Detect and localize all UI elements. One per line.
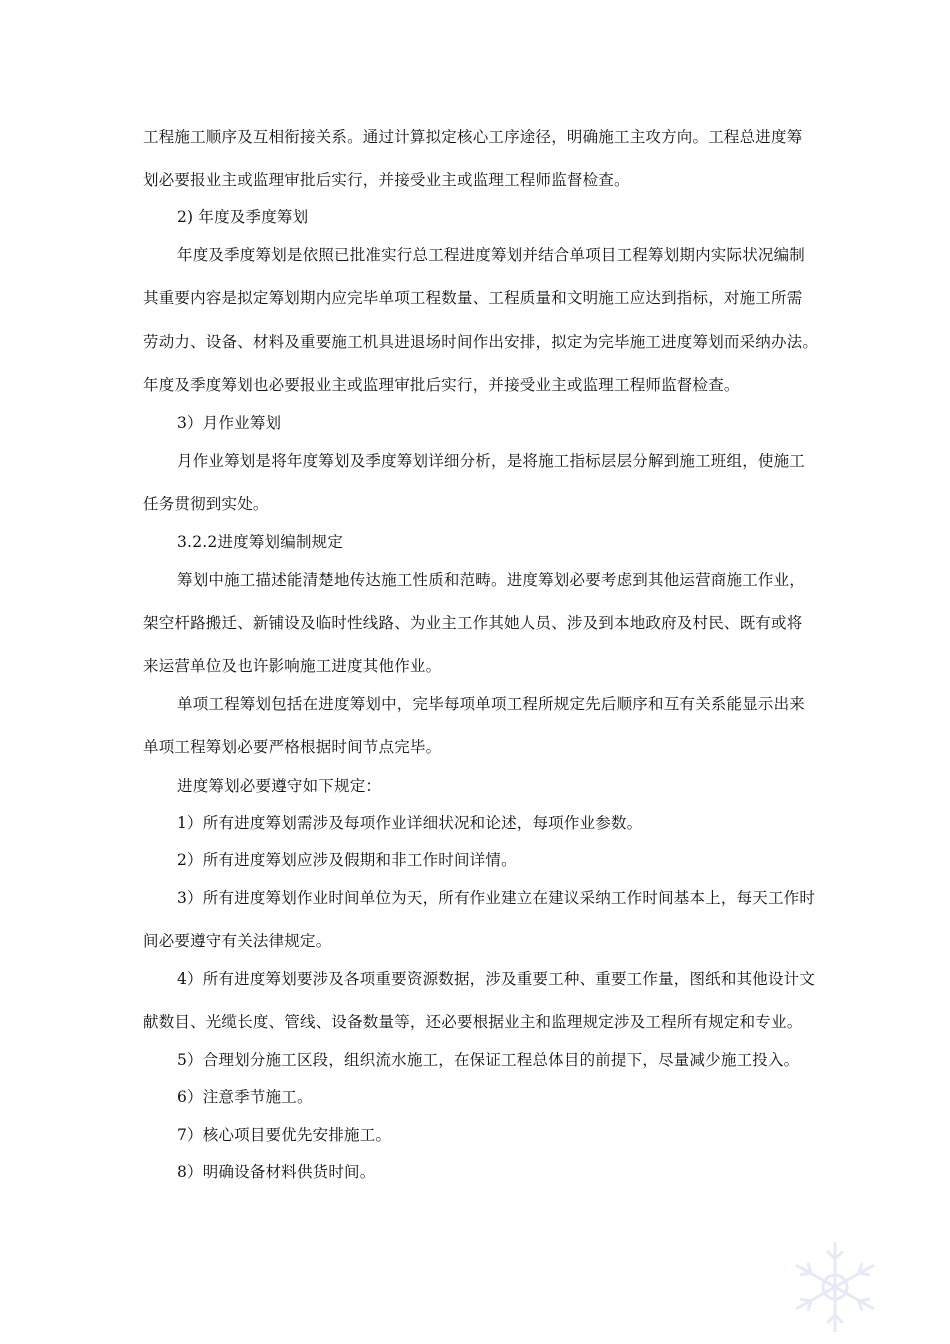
paragraph-line: 单项工程筹划包括在进度筹划中，完毕每项单项工程所规定先后顺序和互有关系能显示出来 xyxy=(177,695,806,713)
paragraph-line: 划必要报业主或监理审批后实行，并接受业主或监理工程师监督检查。 xyxy=(143,171,630,189)
paragraph-line: 筹划中施工描述能清楚地传达施工性质和范畴。进度筹划必要考虑到其他运营商施工作业， xyxy=(177,571,806,589)
paragraph-line: 架空杆路搬迁、新铺设及临时性线路、为业主工作其她人员、涉及到本地政府及村民、既有或将 xyxy=(143,614,803,632)
list-item: 5）合理划分施工区段，组织流水施工，在保证工程总体目的前提下，尽量减少施工投入。 xyxy=(177,1051,800,1069)
list-item: 6）注意季节施工。 xyxy=(177,1088,313,1106)
section-heading: 3）月作业筹划 xyxy=(177,414,282,432)
list-item: 1）所有进度筹划需涉及每项作业详细状况和论述，每项作业参数。 xyxy=(177,814,643,832)
section-heading: 3.2.2进度筹划编制规定 xyxy=(177,533,344,551)
paragraph-line: 工程施工顺序及互相衔接关系。通过计算拟定核心工序途径，明确施工主攻方向。工程总进度筹 xyxy=(143,128,803,146)
paragraph-line: 单项工程筹划必要严格根据时间节点完毕。 xyxy=(143,738,442,756)
snowflake-watermark-icon xyxy=(780,1235,890,1340)
paragraph-line: 来运营单位及也许影响施工进度其他作业。 xyxy=(143,657,442,675)
list-item: 2）所有进度筹划应涉及假期和非工作时间详情。 xyxy=(177,851,517,869)
paragraph-line: 年度及季度筹划也必要报业主或监理审批后实行，并接受业主或监理工程师监督检查。 xyxy=(143,376,740,394)
list-item: 4）所有进度筹划要涉及各项重要资源数据，涉及重要工种、重要工作量，图纸和其他设计文 xyxy=(177,970,816,988)
paragraph-line: 进度筹划必要遵守如下规定： xyxy=(177,777,382,795)
list-item-continued: 献数目、光缆长度、管线、设备数量等，还必要根据业主和监理规定涉及工程所有规定和专业。 xyxy=(143,1013,803,1031)
paragraph-line: 月作业筹划是将年度筹划及季度筹划详细分析，是将施工指标层层分解到施工班组，使施工 xyxy=(177,452,806,470)
list-item-continued: 间必要遵守有关法律规定。 xyxy=(143,932,332,950)
list-item: 8）明确设备材料供货时间。 xyxy=(177,1163,376,1181)
list-item: 3）所有进度筹划作业时间单位为天，所有作业建立在建议采纳工作时间基本上，每天工作时 xyxy=(177,889,816,907)
paragraph-line: 其重要内容是拟定筹划期内应完毕单项工程数量、工程质量和文明施工应达到指标，对施工所需 xyxy=(143,289,803,307)
paragraph-line: 劳动力、设备、材料及重要施工机具进退场时间作出安排，拟定为完毕施工进度筹划而采纳办法。 xyxy=(143,333,819,351)
list-item: 7）核心项目要优先安排施工。 xyxy=(177,1126,392,1144)
paragraph-line: 任务贯彻到实处。 xyxy=(143,495,269,513)
section-heading: 2) 年度及季度筹划 xyxy=(177,208,309,226)
paragraph-line: 年度及季度筹划是依照已批准实行总工程进度筹划并结合单项目工程筹划期内实际状况编制 xyxy=(177,246,806,264)
